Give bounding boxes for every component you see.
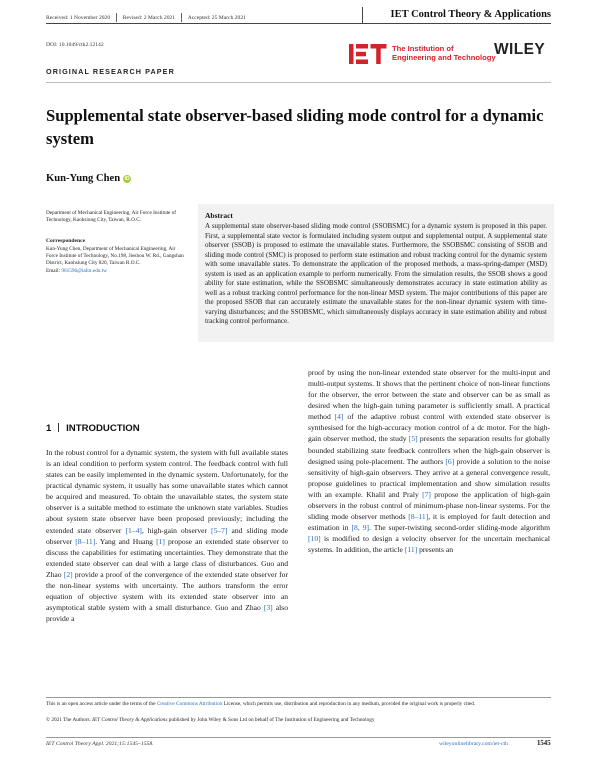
article-type: ORIGINAL RESEARCH PAPER [46,67,175,76]
revised-date: Revised: 2 March 2021 [122,14,176,21]
citation-link[interactable]: [5–7] [211,525,228,535]
iet-wordmark-line2: Engineering and Technology [392,52,496,62]
section-number: 1 [46,423,52,434]
accepted-date: Accepted: 25 March 2021 [187,14,246,21]
header-rule [46,23,551,24]
section-heading [46,423,140,434]
citation-link[interactable]: [4] [334,412,344,422]
heading-bar [58,423,59,432]
body-text: propose the application of high-gain observers in the robust control of minimum-phase non-linear systems. For the sliding mode observer methods [308,489,550,522]
copyright-note [46,716,551,724]
body-text: . The super-twisting second-order sliding-mode algorithm [369,523,550,533]
citation-link[interactable]: [7] [422,489,431,499]
copyright-suffix: published by John Wiley & Sons Ltd on behalf of The Institution of Engineering and Technology [167,717,375,723]
body-text: provide a solution to the noise sensitivity of high-gain observers. They arrive at a general convergence result, propose guidelines to practical implementation and show simulation results with an example. Khalil and Praly [308,456,550,499]
journal-citation: IET Control Theory Appl. 2021;15:1545–1558. [46,741,154,747]
date-separator [181,13,182,22]
body-text: propose an extended state observer to discuss the capabilities for estimating uncertainties. They demonstrate that the extended state observer can deal with a large class of disturbances. Guo and Zhao [46,536,289,579]
body-column-right [308,367,550,555]
license-link[interactable]: Creative Commons Attribution [156,701,223,707]
citation-link[interactable]: [1–4] [125,525,142,535]
citation-link[interactable]: [10] [308,534,321,544]
citation-link[interactable]: [8–11] [408,512,429,522]
body-text: In the robust control for a dynamic system, the system with full available states is an ideal condition to perform system control. The feedback control with full states can be easily implemented in the dynamic system. Unfortunately, for the practical dynamic system, it usually has some unavailable states which cannot be acquired and measured. To obtain the unavailable states, the system state observer is a suitable method to estimate the unknown state variables. Studies about system state observer have been proposed previously; including the extended state observer [46,448,288,535]
body-text: presents an [417,545,454,555]
received-date: Received: 1 November 2020 [46,14,111,21]
body-text: . Yang and Huang [95,536,157,546]
citation-link[interactable]: [11] [404,545,418,555]
correspondence [46,246,188,275]
license-note [46,700,551,708]
footer-rule [46,697,551,698]
dates-line [46,13,246,22]
copyright-prefix: © 2021 The Authors. [46,717,93,723]
citation-link[interactable]: [1] [156,536,165,546]
body-text: presents the separation results for globally bounded stabilizing state feedback controllers when the high-gain observer is designed using pole-placement. The authors [308,434,550,466]
body-text: is modified to design a velocity observer for the uncertain mechanical systems. In addition, the article [308,534,550,555]
journal-name: IET Control Theory & Applications [390,9,551,20]
body-text: also provide a [46,603,288,624]
license-suffix: License, which permits use, distribution and reproduction in any medium, provided the original work is properly cited. [222,701,476,707]
author-line [46,173,131,184]
iet-wordmark-line1: The Institution of [392,44,454,53]
orcid-icon[interactable]: iD [124,175,130,182]
article-type-rule [46,82,551,83]
section-title: INTRODUCTION [66,423,140,434]
body-column-left [46,447,288,624]
page-number: 1545 [537,740,551,747]
abstract-heading: Abstract [205,211,233,220]
author-name[interactable]: Kun-Yung Chen [46,173,121,184]
iet-wordmark [392,45,496,62]
email-link[interactable]: 961596@iafot.edu.tw [61,267,107,274]
body-text: proof by using the non-linear extended state observer for the multi-input and multi-output systems. It shows that the pertinent choice of non-linear functions for the observer, the error between the state and observer can be as small as desired when the high-gain tuning parameter is sufficiently small. A practical method [308,368,550,422]
correspondence-heading: Correspondence [46,238,86,244]
citation-link[interactable]: [8–11] [75,536,96,546]
correspondence-text: Kun-Yung Chen, Department of Mechanical Engineering, Air Force Institute of Technology, No.198, Jieshou W. Rd., Gangshan District, Kaohsiung City 820, Taiwan R.O.C. [46,246,184,267]
paper-title: Supplemental state observer-based sliding mode control for a dynamic system [46,106,544,148]
abstract-text: A supplemental state observer-based sliding mode control (SSOBSMC) for a dynamic system is proposed in this paper. First, a supplemental state vector is formulated including system output and supplemental output. A supplemental state observer (SSOB) is proposed to estimate the unavailable states. Furthermore, the SSOBSMC consisting of SSOB and sliding mode control (SMC) is proposed to perform state estimation and robust tracking control for the dynamic system with some unavailable states. To demonstrate the application of the proposed methods, a mass-spring-damper (MSD) system is used as an application example to perform numerically. From the simulation results, the SSOB shows a good ability for state estimation, while the SSOBSMC simultaneously demonstrates accuracy in state estimation ability as well as a robust tracking control performance for the non-linear MSD system. The major contributions of this paper are the proposed SSOB that can accurately estimate the unavailable states for the non-linear dynamic system with time-varying disturbances; and the SSOBSMC, which simultaneously displays accuracy in state estimation ability and robust tracking control performance. [205,222,547,326]
body-text: of the adaptive robust control with extended state observer is synthesised for the high-accuracy motion control of a dc motor. For the high-gain observer method, the study [308,412,550,444]
citation-link[interactable]: [8, 9] [351,523,370,533]
email-label: Email: [46,267,62,274]
copyright-journal: IET Control Theory & Applications [92,717,168,723]
affiliation: Department of Mechanical Engineering, Air Force Institute of Technology, Kaohsiung City, Taiwan, R.O.C. [46,210,177,224]
body-text: , high-gain observer [141,525,212,535]
citation-link[interactable]: [3] [263,603,273,613]
citation-link[interactable]: [2] [63,569,73,579]
body-text: , it is employed for fault detection and estimation in [308,512,550,533]
bottom-rule [46,737,551,738]
license-prefix: This is an open access article under the terms of the [46,701,157,707]
iet-logo-icon [349,43,389,65]
journal-url[interactable]: wileyonlinelibrary.com/iet-cth [439,741,508,747]
header-divider [362,7,363,23]
citation-link[interactable]: [5] [408,434,418,444]
body-text: provide a proof of the convergence of the extended state observer for the non-linear systems with uncertainty. The authors transform the error equation of objective system with its extended state observer into an asymptotical stable system with a small disturbance. Guo and Zhao [46,569,288,613]
citation-link[interactable]: [6] [445,456,455,466]
body-text: and sliding mode observer [46,525,288,546]
doi: DOI: 10.1049/cth2.12142 [46,42,104,48]
date-separator [116,13,117,22]
wiley-logo: WILEY [494,41,546,58]
